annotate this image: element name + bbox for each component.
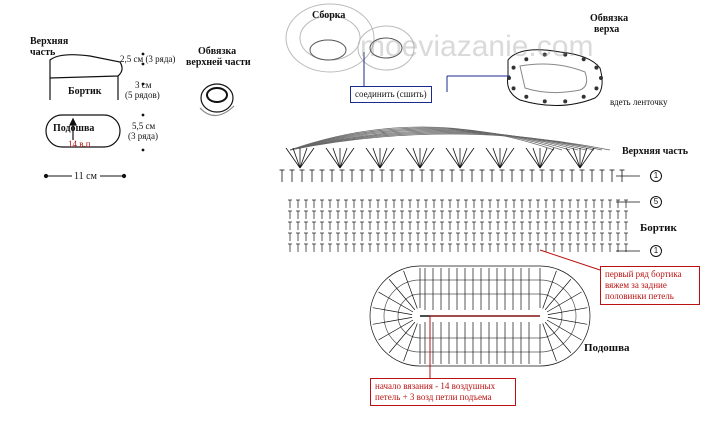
sole-stitch xyxy=(543,324,557,362)
label-dim-top: 2,5 см (3 ряда) xyxy=(120,54,176,64)
label-edging-2: верхней части xyxy=(186,57,251,68)
fan-stitch xyxy=(286,148,300,168)
sole-stitch xyxy=(543,271,557,309)
first-row-note: первый ряд бортика вяжем за задние половинки петель xyxy=(600,266,700,305)
label-ribbon: вдеть ленточку xyxy=(610,97,668,107)
fan-stitch xyxy=(366,148,380,168)
label-rim: Бортик xyxy=(68,86,102,97)
join-note: соединить (сшить) xyxy=(350,86,432,103)
edging-bead xyxy=(512,66,516,70)
fan-stitch xyxy=(500,148,514,168)
row-marker-1b: 1 xyxy=(650,245,662,257)
fan-stitch xyxy=(540,148,554,168)
upper-arc xyxy=(290,132,594,150)
leader-lines xyxy=(616,176,640,251)
fan-stitch xyxy=(300,148,314,168)
label-sole-sub: 14 в.п xyxy=(68,139,91,149)
fan-stitch xyxy=(300,148,307,168)
fan-stitch xyxy=(526,148,540,168)
fan-stitch xyxy=(533,148,540,168)
fan-stitch xyxy=(340,148,354,168)
label-edging-1: Обвязка xyxy=(198,46,237,57)
fan-stitch xyxy=(460,148,474,168)
edging-bead xyxy=(524,95,528,99)
upper-part-stitches xyxy=(280,148,625,182)
edging-bead xyxy=(582,95,586,99)
upper-part-arcs xyxy=(290,127,610,150)
edging-bead xyxy=(512,86,516,90)
fan-stitch xyxy=(540,148,547,168)
fan-stitch xyxy=(413,148,420,168)
label-edging-top-1: Обвязка xyxy=(590,13,629,24)
edging-sketch xyxy=(200,84,234,116)
fan-stitch xyxy=(446,148,460,168)
fan-stitch xyxy=(340,148,347,168)
fan-stitch xyxy=(373,148,380,168)
fan-stitch xyxy=(580,148,594,168)
fan-stitch xyxy=(580,148,587,168)
edging-bead xyxy=(594,86,598,90)
sole-stitch xyxy=(548,308,587,315)
row-marker-5: 5 xyxy=(650,196,662,208)
sole-stitch xyxy=(373,308,412,315)
label-dim-bottom-2: (3 ряда) xyxy=(128,131,158,141)
label-width: 11 см xyxy=(74,171,97,182)
start-note: начало вязания - 14 воздушных петель + 3 возд петли подъема xyxy=(370,378,516,406)
edging-bead xyxy=(599,76,603,80)
label-scheme-sole: Подошва xyxy=(584,342,630,354)
label-edging-top-2: верха xyxy=(594,24,620,35)
sole-stitch xyxy=(373,317,412,324)
label-scheme-top-part: Верхняя часть xyxy=(622,146,689,157)
sole-stitch xyxy=(404,324,418,362)
fan-stitch xyxy=(380,148,387,168)
fan-stitch xyxy=(566,148,580,168)
label-sole: Подошва xyxy=(53,123,95,134)
edging-bead xyxy=(594,66,598,70)
fan-stitch xyxy=(326,148,340,168)
fan-stitch xyxy=(293,148,300,168)
label-dim-mid-2: (5 рядов) xyxy=(125,90,160,100)
fan-stitch xyxy=(486,148,500,168)
fan-stitch xyxy=(573,148,580,168)
fan-stitch xyxy=(460,148,467,168)
edging-bead xyxy=(507,76,511,80)
edging-bead xyxy=(543,99,547,103)
label-dim-bottom-1: 5,5 см xyxy=(132,121,156,131)
label-dim-mid-1: 3 см xyxy=(135,80,152,90)
red-connectors xyxy=(430,250,600,378)
fan-stitch xyxy=(420,148,434,168)
sole-stitch xyxy=(548,317,587,324)
rim-stitches xyxy=(288,200,628,252)
fan-stitch xyxy=(493,148,500,168)
fan-stitch xyxy=(406,148,420,168)
edging-bead xyxy=(563,99,567,103)
fan-stitch xyxy=(380,148,394,168)
fan-stitch xyxy=(420,148,427,168)
fan-stitch xyxy=(500,148,507,168)
sole-stitch xyxy=(404,271,418,309)
label-scheme-rim: Бортик xyxy=(640,222,677,234)
label-top-part: Верхняя часть xyxy=(30,36,69,58)
fan-stitch xyxy=(333,148,340,168)
watermark: moeviazanie.com xyxy=(360,30,594,63)
label-gather: Сборка xyxy=(312,10,346,21)
row-marker-1: 1 xyxy=(650,170,662,182)
fan-stitch xyxy=(453,148,460,168)
